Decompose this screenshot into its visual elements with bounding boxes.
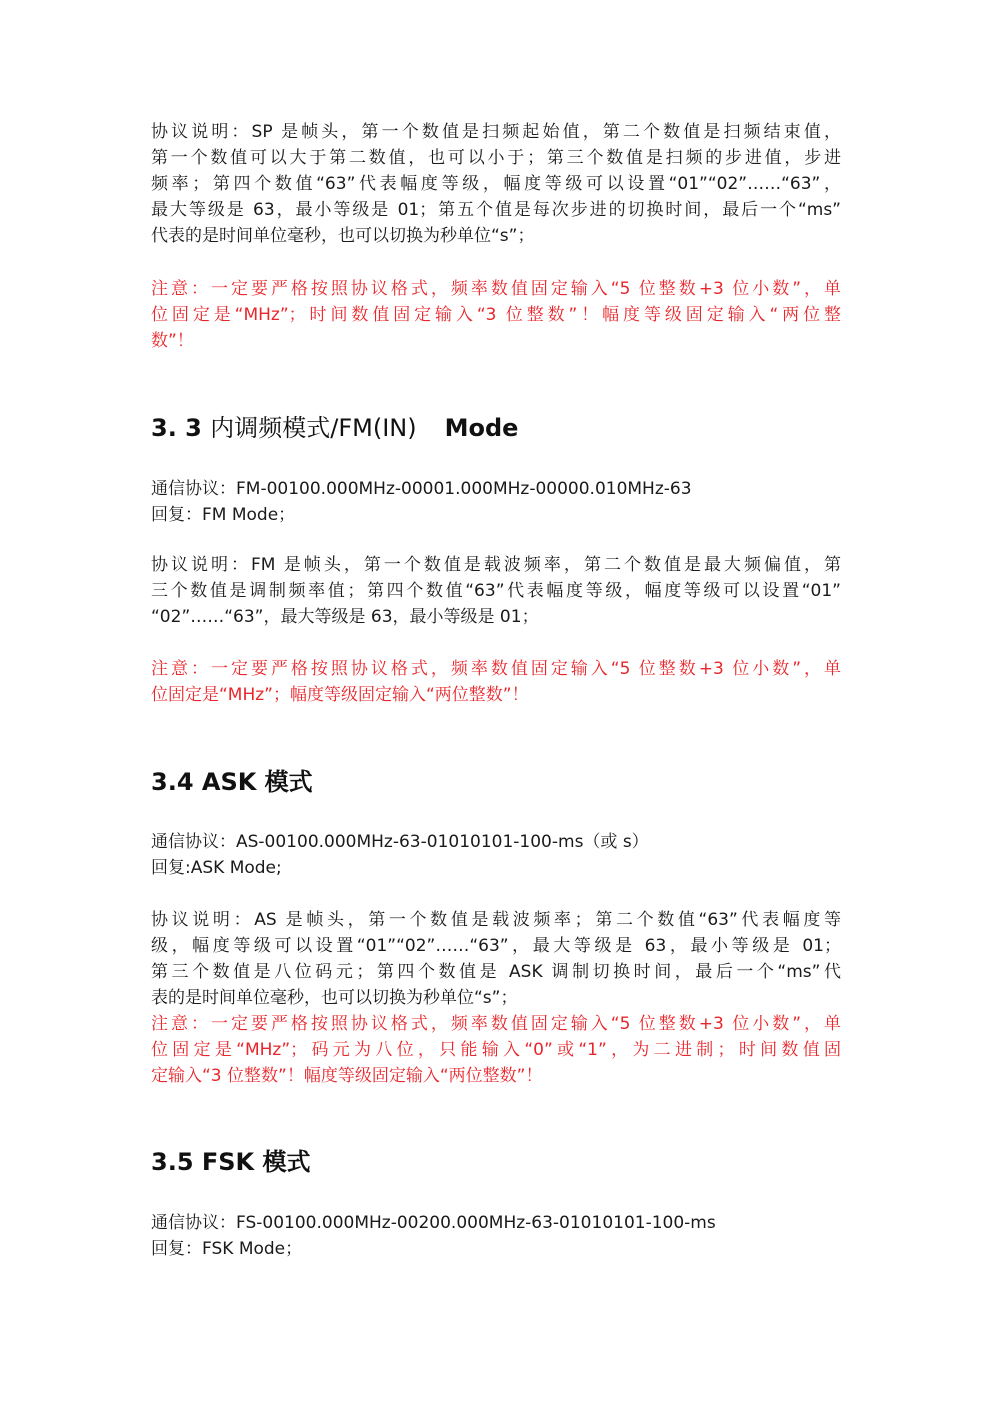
text-line: 注意：一定要严格按照协议格式，频率数值固定输入“5 位整数+3 位小数”，单 [151, 279, 841, 299]
protocol-line: 通信协议：FM-00100.000MHz-00001.000MHz-00000.010MHz-63 [151, 479, 692, 499]
heading-number: 3. 3 [151, 414, 202, 442]
reply-line: 回复:ASK Mode; [151, 858, 282, 878]
text-line: 协议说明：FM 是帧头，第一个数值是载波频率，第二个数值是最大频偏值，第 [151, 555, 841, 575]
text-line: 表的是时间单位毫秒，也可以切换为秒单位“s”； [151, 988, 518, 1008]
text-line: 第三个数值是八位码元；第四个数值是 ASK 调制切换时间，最后一个“ms”代 [151, 962, 841, 982]
sp-note [151, 276, 841, 354]
text-line: 注意：一定要严格按照协议格式，频率数值固定输入“5 位整数+3 位小数”，单 [151, 1014, 841, 1034]
text-line: 定输入“3 位整数”！幅度等级固定输入“两位整数”！ [151, 1066, 543, 1086]
text-line: 代表的是时间单位毫秒，也可以切换为秒单位“s”； [151, 226, 535, 246]
fm-protocol-description [151, 552, 841, 630]
text-line: 最大等级是 63，最小等级是 01；第五个值是每次步进的切换时间，最后一个“ms” [151, 200, 841, 220]
fm-protocol-block [151, 476, 841, 528]
text-line: 注意：一定要严格按照协议格式，频率数值固定输入“5 位整数+3 位小数”，单 [151, 659, 841, 679]
sp-protocol-description [151, 119, 841, 249]
ask-protocol-description [151, 907, 841, 1011]
text-line: 位固定是“MHz”；时间数值固定输入“3 位整数”！幅度等级固定输入“两位整 [151, 305, 841, 325]
heading-suffix: Mode [444, 414, 519, 442]
text-line: 位固定是“MHz”；码元为八位，只能输入“0”或“1”，为二进制；时间数值固 [151, 1040, 841, 1060]
fm-note [151, 656, 841, 708]
reply-line: 回复：FSK Mode； [151, 1239, 303, 1259]
reply-line: 回复：FM Mode； [151, 505, 296, 525]
ask-protocol-block [151, 829, 841, 881]
text-line: 协议说明：SP 是帧头，第一个数值是扫频起始值，第二个数值是扫频结束值， [151, 122, 841, 142]
protocol-line: 通信协议：AS-00100.000MHz-63-01010101-100-ms（或 s） [151, 832, 649, 852]
heading-title: 内调频模式/FM(IN) [210, 414, 417, 442]
fm-section-heading [151, 413, 518, 443]
text-line: “02”……“63”，最大等级是 63，最小等级是 01； [151, 607, 539, 627]
text-line: 三个数值是调制频率值；第四个数值“63”代表幅度等级，幅度等级可以设置“01” [151, 581, 841, 601]
text-line: 第一个数值可以大于第二数值，也可以小于；第三个数值是扫频的步进值，步进 [151, 148, 841, 168]
text-line: 数”！ [151, 331, 194, 351]
text-line: 位固定是“MHz”；幅度等级固定输入“两位整数”！ [151, 685, 529, 705]
fsk-section-heading: 3.5 FSK 模式 [151, 1148, 311, 1176]
protocol-line: 通信协议：FS-00100.000MHz-00200.000MHz-63-01010101-100-ms [151, 1213, 716, 1233]
text-line: 频率；第四个数值“63”代表幅度等级，幅度等级可以设置“01”“02”……“63”， [151, 174, 841, 194]
ask-note [151, 1011, 841, 1089]
text-line: 级，幅度等级可以设置“01”“02”……“63”，最大等级是 63，最小等级是 01； [151, 936, 841, 956]
fsk-protocol-block [151, 1210, 841, 1262]
text-line: 协议说明：AS 是帧头，第一个数值是载波频率；第二个数值“63”代表幅度等 [151, 910, 841, 930]
ask-section-heading: 3.4 ASK 模式 [151, 768, 313, 796]
